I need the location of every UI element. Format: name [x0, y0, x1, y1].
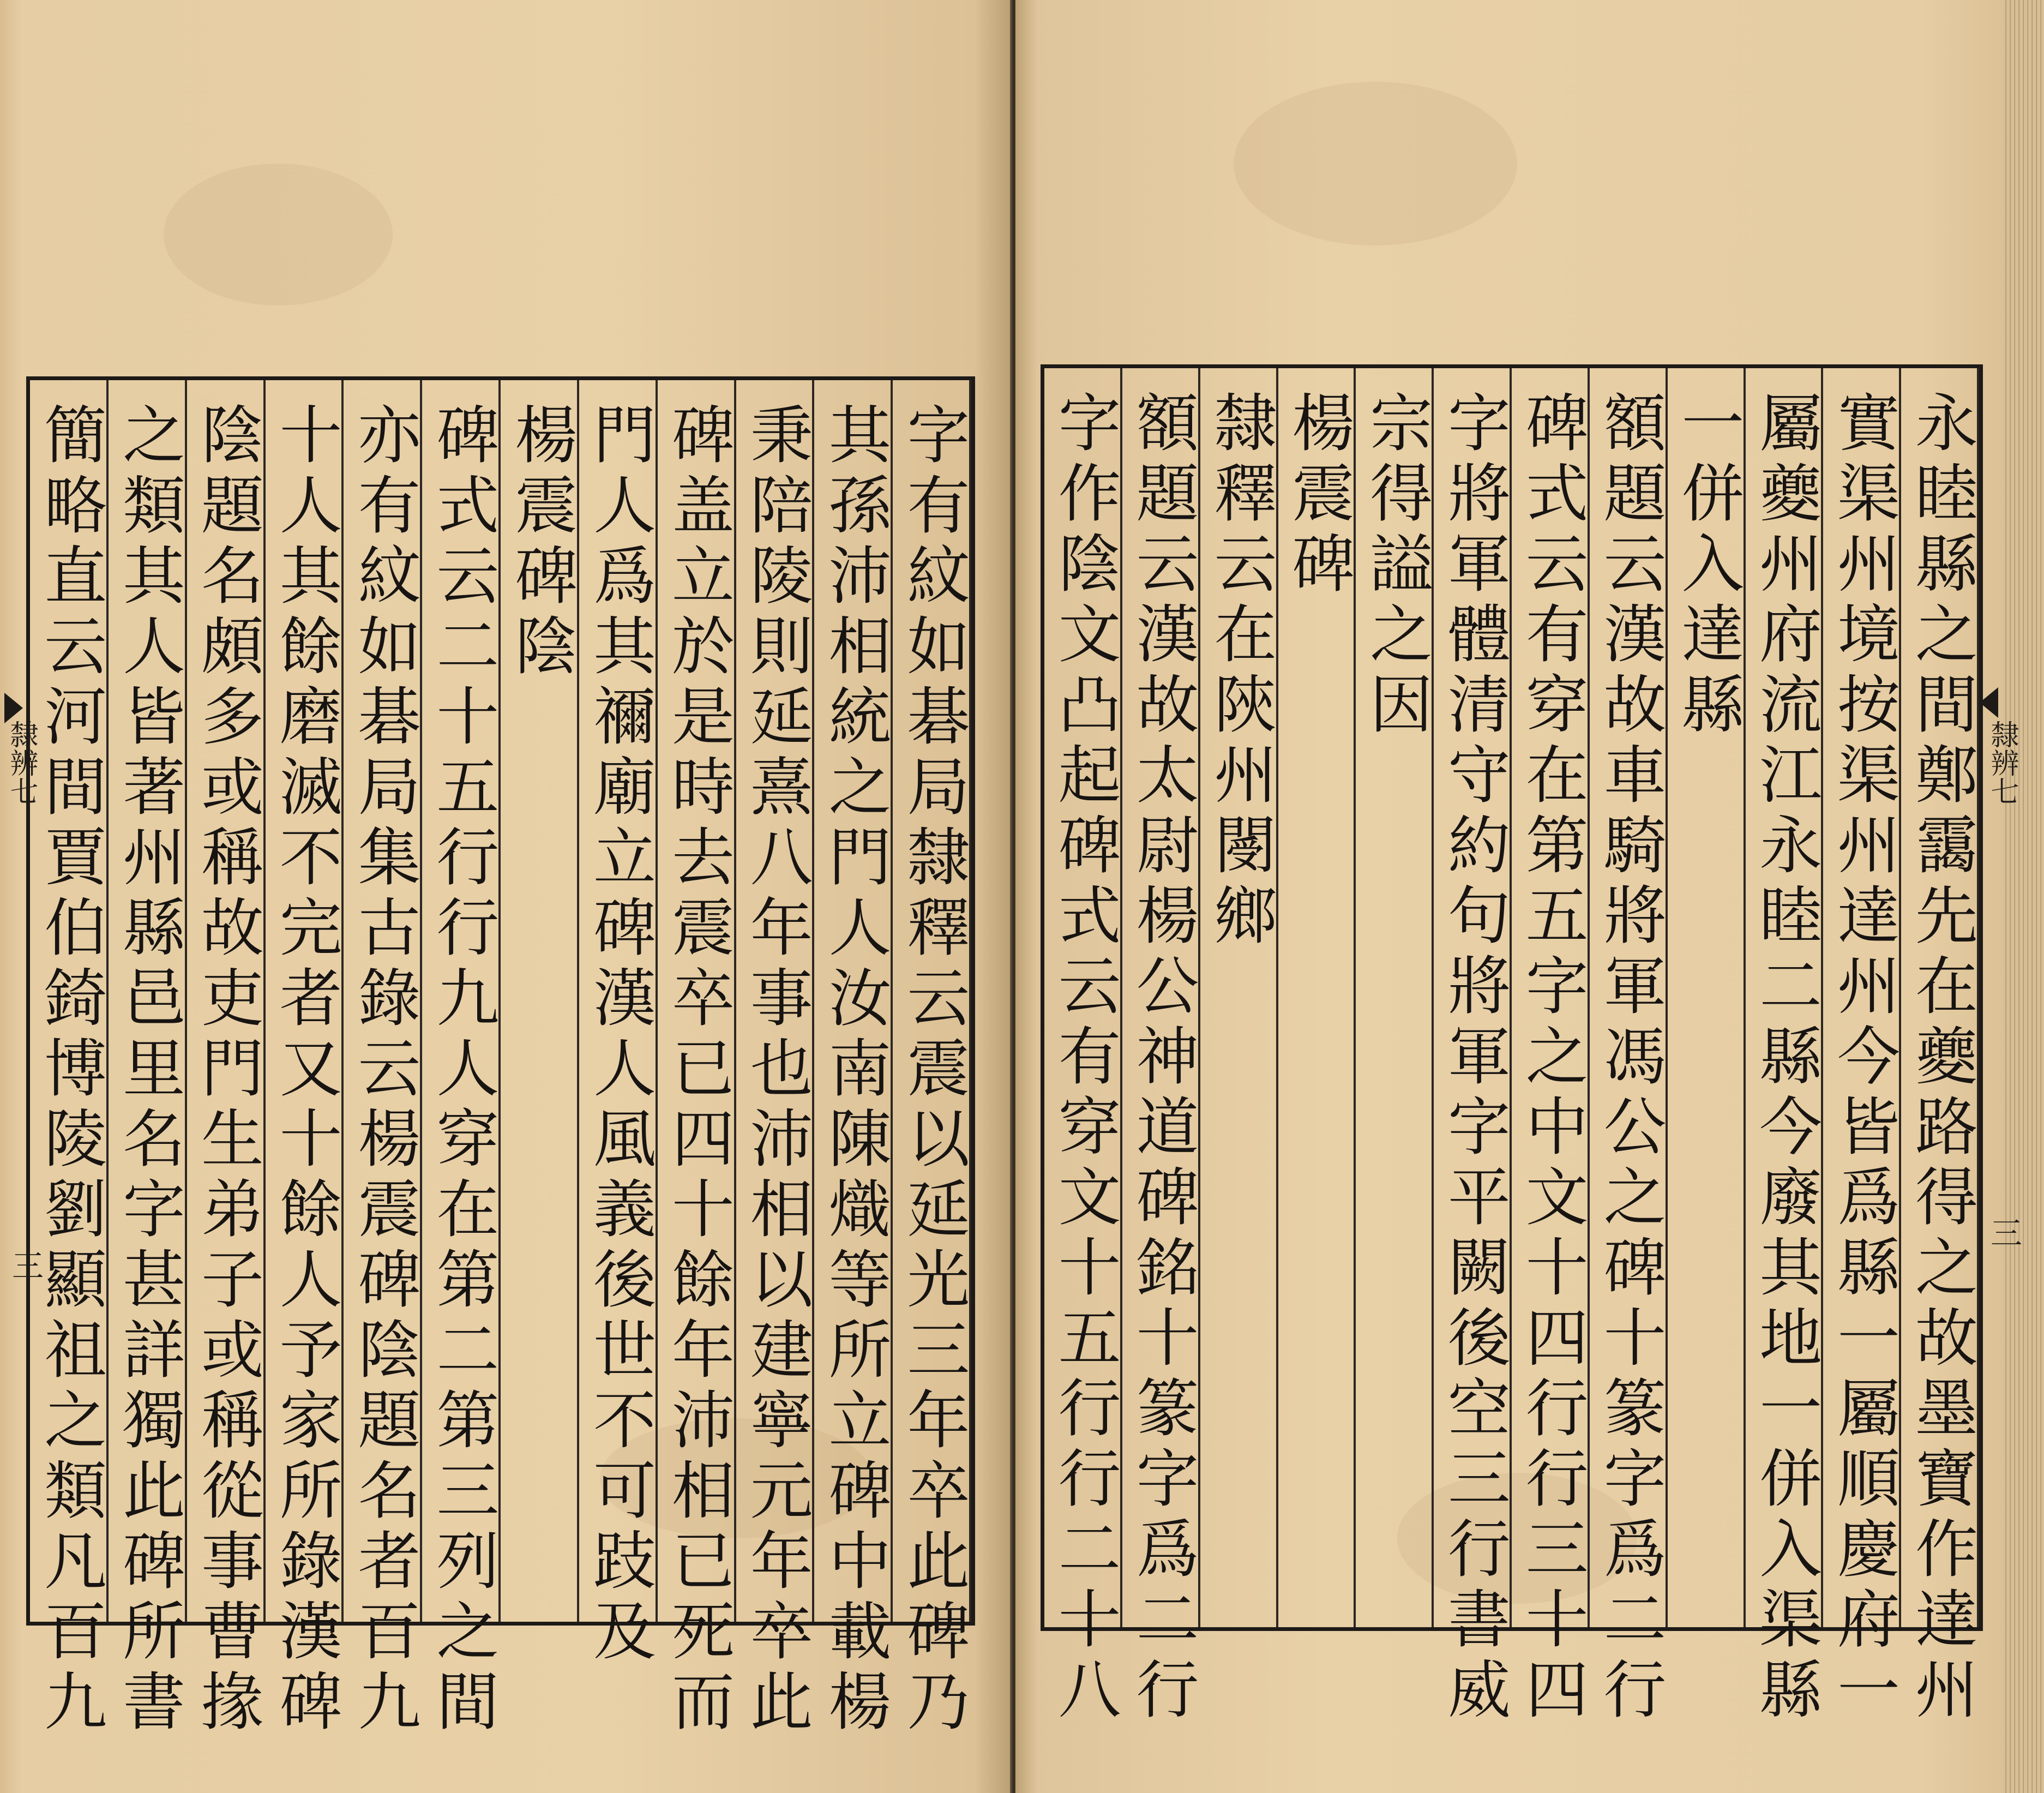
column-text: 一併入達縣 — [1670, 390, 1744, 742]
text-column — [187, 380, 266, 1739]
text-column — [1590, 368, 1668, 1727]
column-text: 秉陪陵則延熹八年事也沛相以建寧元年卒此 — [739, 402, 813, 1739]
text-column — [422, 380, 501, 1739]
paper-stain — [164, 164, 393, 305]
text-column — [1122, 368, 1200, 1727]
column-text: 字有紋如碁局隸釋云震以延光三年卒此碑乃 — [896, 402, 970, 1739]
fold-mark-left — [4, 693, 23, 723]
column-text: 簡略直云河間賈伯錡博陵劉顯祖之類凡百九 — [33, 402, 107, 1739]
column-text: 永睦縣之間鄭靄先在夔路得之故墨寶作達州 — [1904, 390, 1977, 1727]
paper-stain — [1234, 82, 1517, 245]
column-text: 屬夔州府流江永睦二縣今廢其地一併入渠縣 — [1748, 390, 1822, 1727]
fold-mark-right — [1980, 687, 1998, 718]
text-column — [1746, 368, 1824, 1727]
right-page-tab-title: 隸辨七 — [1986, 720, 2018, 805]
column-text: 額題云漢故太尉楊公神道碑銘十篆字爲二行 — [1125, 390, 1199, 1727]
right-page-tab-number: 三 — [1985, 1216, 2022, 1248]
column-text: 碑式云有穿在第五字之中文十四行行三十四 — [1514, 390, 1588, 1727]
text-column — [501, 380, 579, 1622]
column-text: 額題云漢故車騎將軍馮公之碑十篆字爲二行 — [1592, 390, 1666, 1727]
text-column — [579, 380, 658, 1669]
text-column — [1044, 368, 1122, 1727]
column-text: 楊震碑陰 — [504, 402, 578, 683]
left-text-frame — [26, 376, 975, 1739]
text-column — [1278, 368, 1356, 1627]
column-text: 字將軍體清守約句將軍字平闕後空三行書威 — [1436, 390, 1510, 1727]
text-column — [1434, 368, 1512, 1727]
text-column — [1512, 368, 1590, 1727]
column-text: 之類其人皆著州縣邑里名字甚詳獨此碑所書 — [112, 402, 185, 1739]
right-page — [1015, 0, 2044, 1793]
column-text: 楊震碑 — [1281, 390, 1355, 601]
text-column — [344, 380, 422, 1739]
text-column — [30, 380, 109, 1739]
text-column — [109, 380, 187, 1739]
page-edges — [2003, 0, 2044, 1793]
column-text: 門人爲其禰廟立碑漢人風義後世不可跂及 — [582, 402, 656, 1669]
left-page-tab-title: 隸辨七 — [5, 720, 38, 805]
text-column — [814, 380, 893, 1739]
column-text: 實渠州境按渠州達州今皆爲縣一屬順慶府一 — [1826, 390, 1899, 1727]
column-text: 亦有紋如碁局集古錄云楊震碑陰題名者百九 — [347, 402, 420, 1739]
text-column — [1823, 368, 1901, 1727]
column-text: 陰題名頗多或稱故吏門生弟子或稱從事曹掾 — [190, 402, 263, 1739]
column-text: 隸釋云在陝州閿鄉 — [1203, 390, 1277, 953]
text-column — [1200, 368, 1278, 1627]
left-page-tab-number: 三 — [7, 1249, 44, 1281]
column-text: 宗得謚之因 — [1359, 390, 1432, 742]
column-text: 其孫沛相統之門人汝南陳熾等所立碑中載楊 — [817, 402, 891, 1739]
text-column — [893, 380, 971, 1739]
right-text-frame — [1041, 364, 1983, 1727]
column-text: 碑式云二十五行行九人穿在第二第三列之間 — [425, 402, 499, 1739]
column-text: 字作陰文凸起碑式云有穿文十五行行二十八 — [1047, 390, 1121, 1727]
text-column — [1356, 368, 1434, 1627]
text-column — [1668, 368, 1746, 1627]
text-column — [1901, 368, 1979, 1727]
column-text: 十人其餘磨滅不完者又十餘人予家所錄漢碑 — [268, 402, 342, 1739]
text-column — [266, 380, 344, 1739]
text-column — [658, 380, 736, 1739]
column-text: 碑盖立於是時去震卒已四十餘年沛相已死而 — [660, 402, 734, 1739]
text-column — [736, 380, 815, 1739]
left-page — [0, 0, 1014, 1793]
